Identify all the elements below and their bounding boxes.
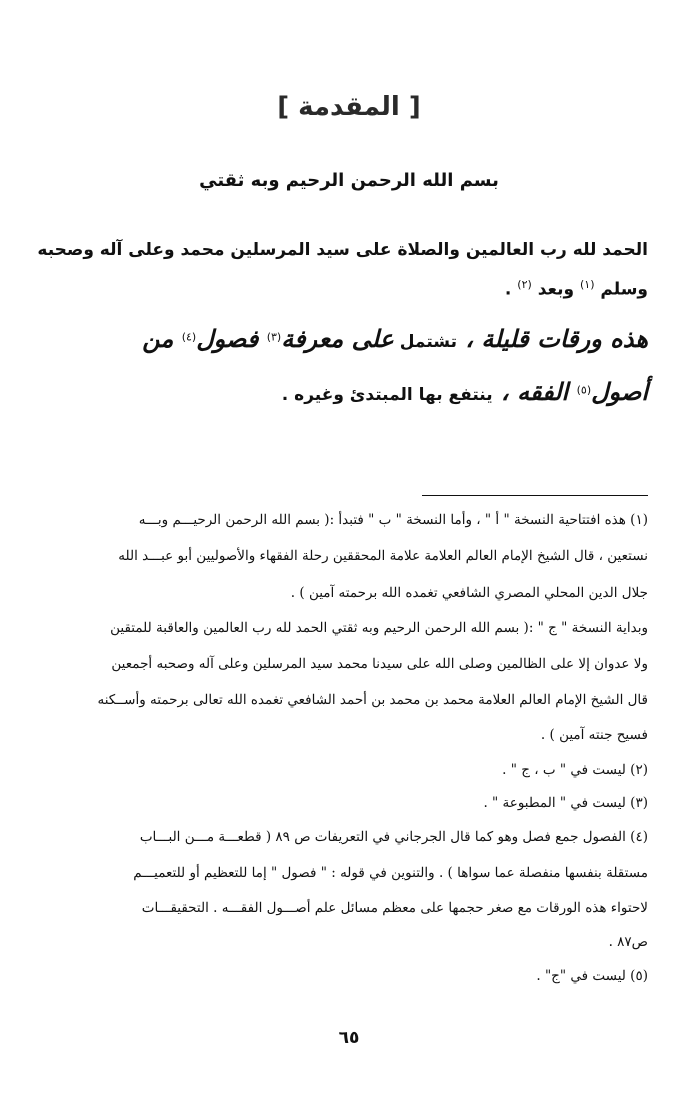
footnote-line: جلال الدين المحلي المصري الشافعي تغمده الله برحمته آمين ) . xyxy=(290,585,648,601)
footnote-line: وبداية النسخة " ج " :( بسم الله الرحمن الرحيم وبه ثقتي الحمد لله رب العالمين والعاقبة للمتقين xyxy=(110,620,648,636)
footnote-line: ولا عدوان إلا على الظالمين وصلى الله على سيدنا محمد سيد المرسلين وعلى آله وصحبه أجمعين xyxy=(111,656,648,672)
footnote-ref-5: (٥) xyxy=(576,383,592,397)
emphasis-text: من xyxy=(142,325,182,353)
footnote-line: نستعين ، قال الشيخ الإمام العالم العلامة علامة المحققين رحلة الفقهاء والأصوليين أبو عبـــد الله xyxy=(118,548,648,564)
footnote-ref-2: (٢) xyxy=(517,278,532,291)
text: وسلم xyxy=(594,279,648,300)
body-line-3 xyxy=(142,325,648,353)
footnote-line: قال الشيخ الإمام العالم العلامة محمد بن محمد بن أحمد الشافعي تغمده الله تعالى برحمته وأســكنه xyxy=(97,692,648,708)
emphasis-text: على معرفة xyxy=(281,325,394,353)
emphasis-text: الفقه ، xyxy=(492,378,577,406)
footnote-line: مستقلة بنفسها منفصلة عما سواها ) . والتنوين في قوله : " فصول " إما للتعظيم أو للتعميـــم xyxy=(133,865,648,881)
footnote-separator xyxy=(422,495,648,496)
page-number: ٦٥ xyxy=(338,1028,360,1048)
footnote-ref-1: (١) xyxy=(580,278,595,291)
emphasis-text: فصول xyxy=(196,325,267,353)
text: ينتفع بها المبتدئ وغيره . xyxy=(281,385,493,405)
footnote-ref-4: (٤) xyxy=(181,330,197,344)
basmala: بسم الله الرحمن الرحيم وبه ثقتي xyxy=(199,170,499,191)
body-line-1: الحمد لله رب العالمين والصلاة على سيد المرسلين محمد وعلى آله وصحبه xyxy=(37,240,648,260)
footnote-line: (١) هذه افتتاحية النسخة " أ " ، وأما النسخة " ب " فتبدأ :( بسم الله الرحمن الرحيـــم وبـــه xyxy=(138,512,648,528)
section-heading xyxy=(0,92,698,122)
text: تشتمل xyxy=(393,332,457,352)
footnote-line: (٥) ليست في "ج" . xyxy=(536,968,648,984)
footnote-line: (٢) ليست في " ب ، ج " . xyxy=(502,762,648,778)
body-line-4 xyxy=(282,378,648,406)
text: . xyxy=(504,279,518,300)
emphasis-text: هذه ورقات قليلة ، xyxy=(456,325,648,353)
footnote-line: لاحتواء هذه الورقات مع صغر حجمها على معظم مسائل علم أصـــول الفقـــه . التحقيقـــات xyxy=(141,900,648,916)
emphasis-text: أصول xyxy=(591,378,648,406)
body-line-2 xyxy=(505,278,648,300)
footnote-ref-3: (٣) xyxy=(266,330,282,344)
footnote-line: (٤) الفصول جمع فصل وهو كما قال الجرجاني في التعريفات ص ٨٩ ( قطعـــة مـــن البـــاب xyxy=(139,829,648,845)
footnote-line: فسيح جنته آمين ) . xyxy=(540,727,648,743)
section-title: [ المقدمة ] xyxy=(277,92,421,122)
footnote-line: ص٨٧ . xyxy=(608,934,648,950)
text: وبعد xyxy=(531,279,580,300)
footnote-line: (٣) ليست في " المطبوعة " . xyxy=(483,795,648,811)
